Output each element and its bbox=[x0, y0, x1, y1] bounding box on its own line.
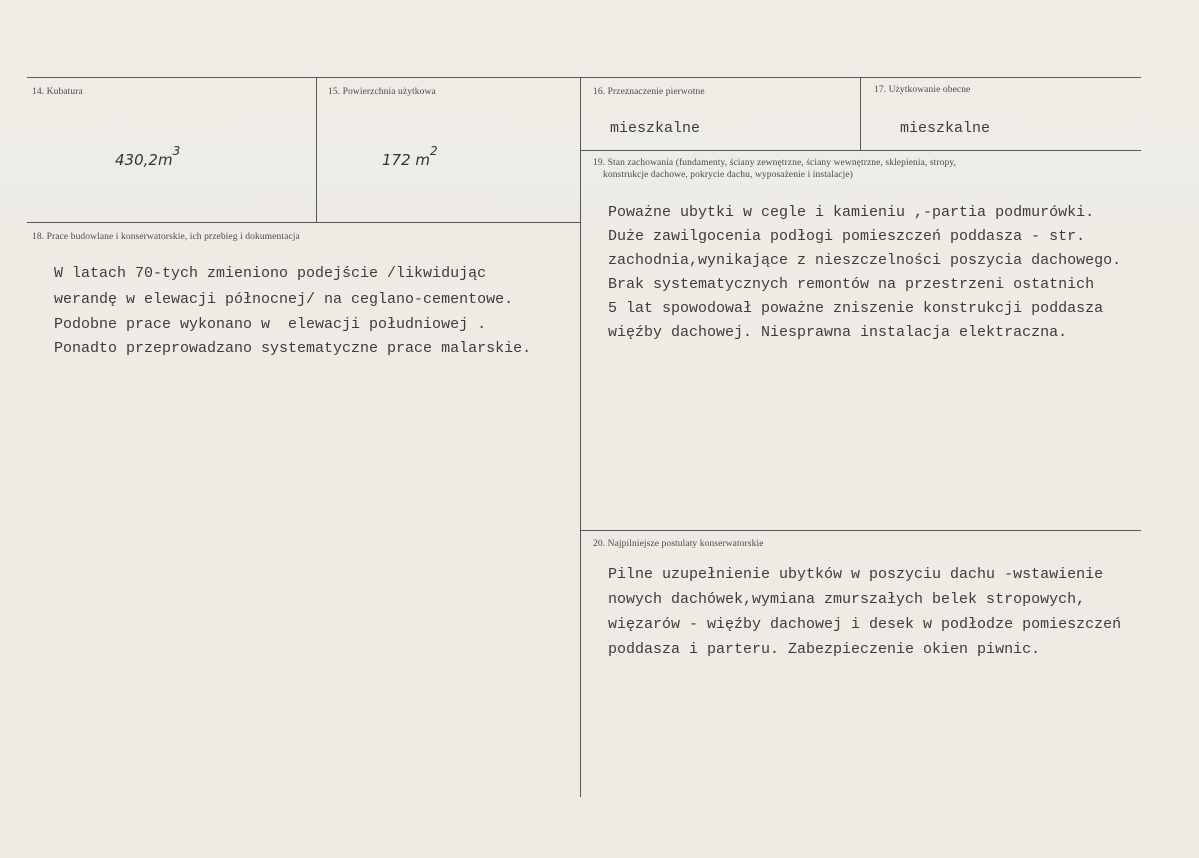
field-19-line: więźby dachowej. Niesprawna instalacja elektraczna. bbox=[608, 324, 1068, 341]
field-19-line: Poważne ubytki w cegle i kamieniu ,-partia podmurówki. bbox=[608, 204, 1095, 221]
field-20-label: 20. Najpilniejsze postulaty konserwatorskie bbox=[593, 539, 764, 549]
field-15-value bbox=[382, 144, 438, 169]
field-20-line: Pilne uzupełnienie ubytków w poszyciu dachu -wstawienie bbox=[608, 566, 1104, 583]
field-19-line: zachodnia,wynikające z nieszczelności poszycia dachowego. bbox=[608, 252, 1122, 269]
field-16-value: mieszkalne bbox=[610, 120, 701, 137]
top-rule bbox=[27, 77, 1141, 78]
field-18-line: Ponadto przeprowadzano systematyczne prace malarskie. bbox=[54, 340, 532, 357]
field-15-label: 15. Powierzchnia użytkowa bbox=[328, 87, 436, 97]
rule-under-16-17 bbox=[580, 150, 1141, 151]
field-18-label: 18. Prace budowlane i konserwatorskie, ich przebieg i dokumentacja bbox=[32, 232, 300, 242]
rule-under-14-15 bbox=[27, 222, 580, 223]
divider-14-15 bbox=[316, 77, 317, 222]
field-18-line: werandę w elewacji północnej/ na ceglano-cementowe. bbox=[54, 291, 514, 308]
field-19-line: Brak systematycznych remontów na przestrzeni ostatnich bbox=[608, 276, 1095, 293]
field-14-exponent: 3 bbox=[172, 144, 181, 158]
field-18-line: Podobne prace wykonano w elewacji południowej . bbox=[54, 316, 487, 333]
field-16-label: 16. Przeznaczenie pierwotne bbox=[593, 87, 705, 97]
field-19-line: Duże zawilgocenia podłogi pomieszczeń poddasza - str. bbox=[608, 228, 1086, 245]
field-15-exponent: 2 bbox=[430, 144, 438, 158]
rule-above-20 bbox=[580, 530, 1141, 531]
field-19-label-line-2: konstrukcje dachowe, pokrycie dachu, wyposażenie i instalacje) bbox=[603, 170, 853, 180]
field-18-line: W latach 70-tych zmieniono podejście /likwidując bbox=[54, 265, 487, 282]
field-20-line: więzarów - więźby dachowej i desek w podłodze pomieszczeń bbox=[608, 616, 1122, 633]
field-19-label-line-1: 19. Stan zachowania (fundamenty, ściany zewnętrzne, ściany wewnętrzne, sklepienia, stropy, bbox=[593, 158, 957, 168]
main-vertical-divider bbox=[580, 77, 581, 797]
field-20-line: poddasza i parteru. Zabezpieczenie okien piwnic. bbox=[608, 641, 1041, 658]
field-17-value: mieszkalne bbox=[900, 120, 991, 137]
field-20-line: nowych dachówek,wymiana zmurszałych belek stropowych, bbox=[608, 591, 1086, 608]
field-19-line: 5 lat spowodował poważne zniszenie konstrukcji poddasza bbox=[608, 300, 1104, 317]
field-17-label: 17. Użytkowanie obecne bbox=[874, 85, 971, 95]
field-15-number: 172 m bbox=[382, 151, 431, 169]
field-14-value bbox=[115, 144, 181, 169]
field-14-number: 430,2m bbox=[115, 151, 173, 169]
divider-16-17 bbox=[860, 77, 861, 150]
field-14-label: 14. Kubatura bbox=[32, 87, 83, 97]
